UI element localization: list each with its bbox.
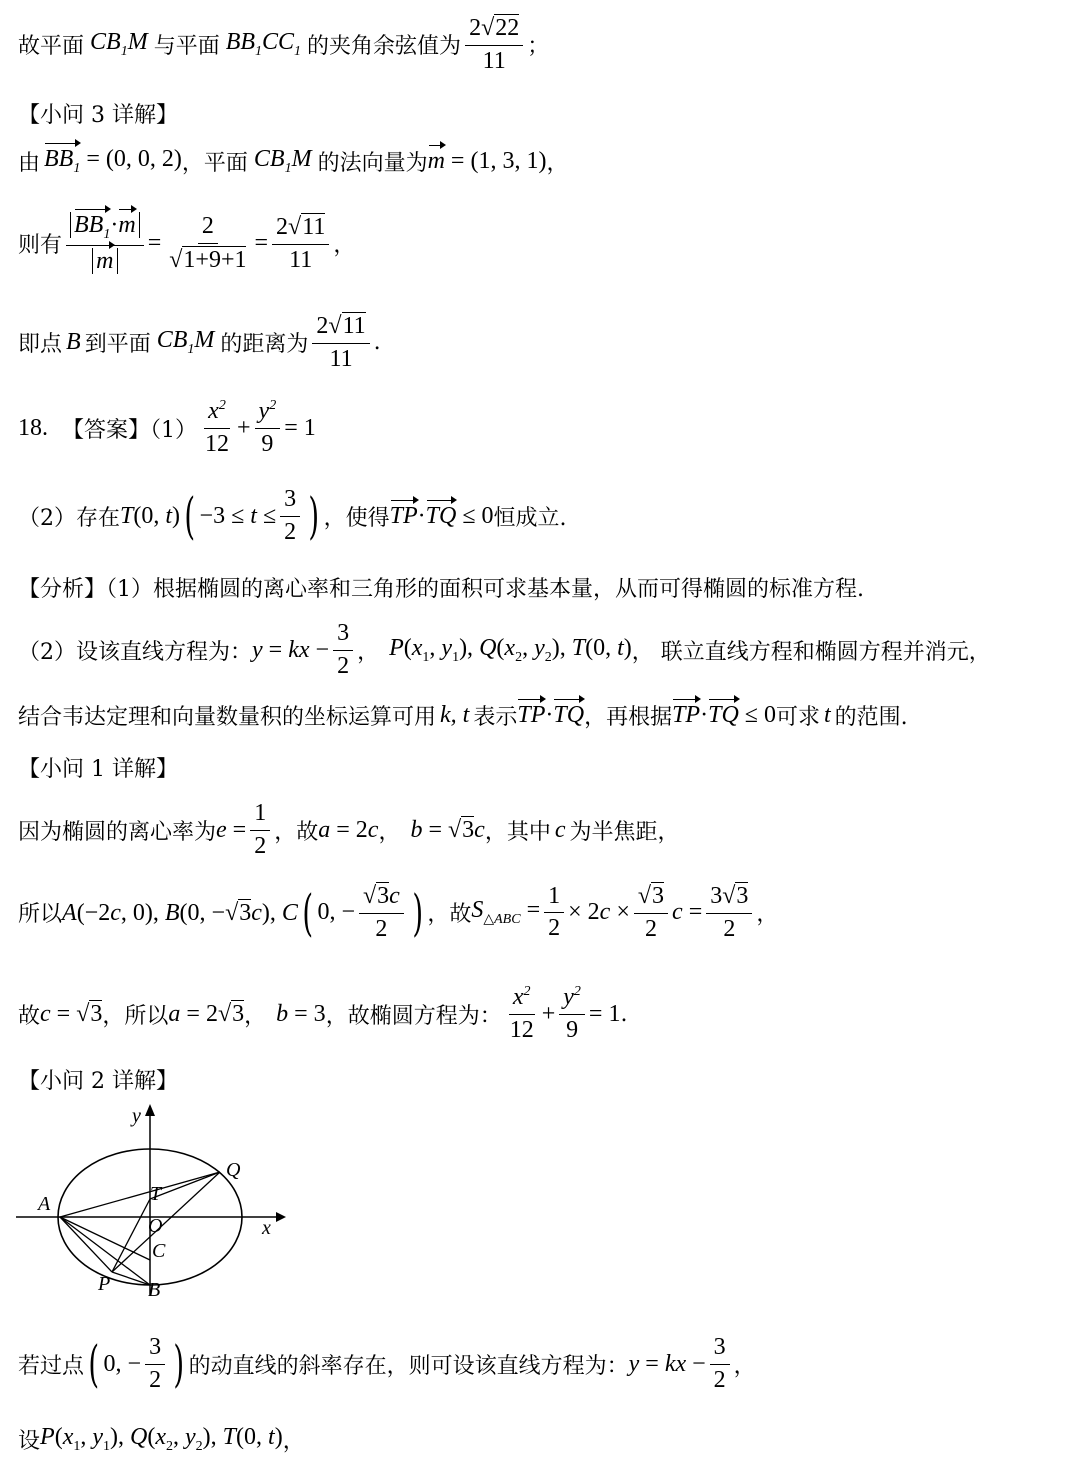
label-x: x	[262, 1217, 271, 1239]
heading-q3: 【小问 3 详解】	[18, 103, 178, 128]
label-B: B	[148, 1279, 161, 1300]
text-line-5: 即点 B 到平面 $CB_1M$ 的距离为 $\frac{2√11}{11}$ .	[18, 313, 381, 372]
label-P: P	[98, 1273, 111, 1295]
text-line-13: 所以 A(−2c, 0), B(0, −√3c), C ( 0, − $\frac{√3c}{2}$ ) ，故 $S_{\triangle ABC}$ = $\frac{1}{2}$ × 2c × $\frac{√3}{2}$ c = $\frac{3√3}{2}$ ，	[18, 882, 779, 942]
label-Q: Q	[226, 1159, 241, 1181]
fraction-2sqrt22-11: $\frac{2√22}{11}$	[465, 14, 523, 75]
math-CB1M: $CB_1M$	[90, 29, 148, 59]
heading-q2: 【小问 2 详解】	[18, 1069, 178, 1094]
text-line-analysis: 【分析】（1）根据椭圆的离心率和三角形的面积可求基本量，从而可得椭圆的标准方程.	[18, 577, 864, 602]
label-C: C	[152, 1240, 166, 1262]
text-line-4: 则有 $\frac{BB_1\cdot m}{m}$ = $\frac{2}{√1+9+1}$ = $\frac{2√11}{11}$ ，	[18, 212, 356, 274]
label-T: T	[150, 1183, 162, 1205]
x-axis-arrow	[276, 1212, 286, 1222]
text-line-10: 结合韦达定理和向量数量积的坐标运算可用 k, t 表示 TP·TQ ，再根据 TP·TQ ≤ 0 可求 t 的范围.	[18, 702, 908, 730]
text-line-12: 因为椭圆的离心率为 e = $\frac{1}{2}$ ，故 a = 2c ， b = √3c ，其中 c 为半焦距，	[18, 800, 680, 859]
text-line-1: 故平面 $CB_1M$ 与平面 $BB_1CC_1$ 的夹角余弦值为 $\frac{2√22}{11}$ ；	[18, 15, 550, 74]
ellipse-figure	[14, 1100, 294, 1300]
text-line-9: （2）设该直线方程为： y = kx − $\frac{3}{2}$ ， $P(x_1$, $y_1$), $Q(x_2$, $y_2$), T(0, t) ， 联立直线方程和椭圆方程并消元，	[18, 620, 991, 679]
label-O: O	[148, 1215, 163, 1237]
text-line-7: （2）存在 T(0, t) ( −3 ≤ t ≤ $\frac{3}{2}$ ) ，使得 TP·TQ ≤ 0 恒成立.	[18, 486, 567, 546]
text-line-answer: 18. 【答案】（1） $\frac{x^2}{12}$ + $\frac{y^2}{9}$ = 1	[18, 398, 316, 457]
heading-q1: 【小问 1 详解】	[18, 757, 178, 782]
line-AC	[60, 1217, 150, 1260]
text-line-17: 设 $P(x_1$, $y_1$), $Q(x_2$, $y_2$), T(0, t) ，	[18, 1424, 305, 1454]
label-A: A	[38, 1193, 51, 1215]
math-BB1CC1: $BB_1CC_1$	[225, 29, 302, 59]
text-line-3: 由 $BB_1 = (0$, 0, 2) ，平面 $CB_1M$ 的法向量为 m = (1, 3, 1) ，	[18, 146, 569, 176]
label-y: y	[132, 1105, 141, 1127]
text-line-16: 若过点 ( 0, − $\frac{3}{2}$ ) 的动直线的斜率存在，则可设该直线方程为： y = kx − $\frac{3}{2}$ ，	[18, 1334, 756, 1394]
text-line-14: 故 c = √3 ，所以 a = 2√3 ， b = 3 ，故椭圆方程为： $\frac{x^2}{12}$ + $\frac{y^2}{9}$ = 1 .	[18, 984, 628, 1043]
y-axis-arrow	[145, 1104, 155, 1116]
line-AP	[60, 1217, 112, 1272]
